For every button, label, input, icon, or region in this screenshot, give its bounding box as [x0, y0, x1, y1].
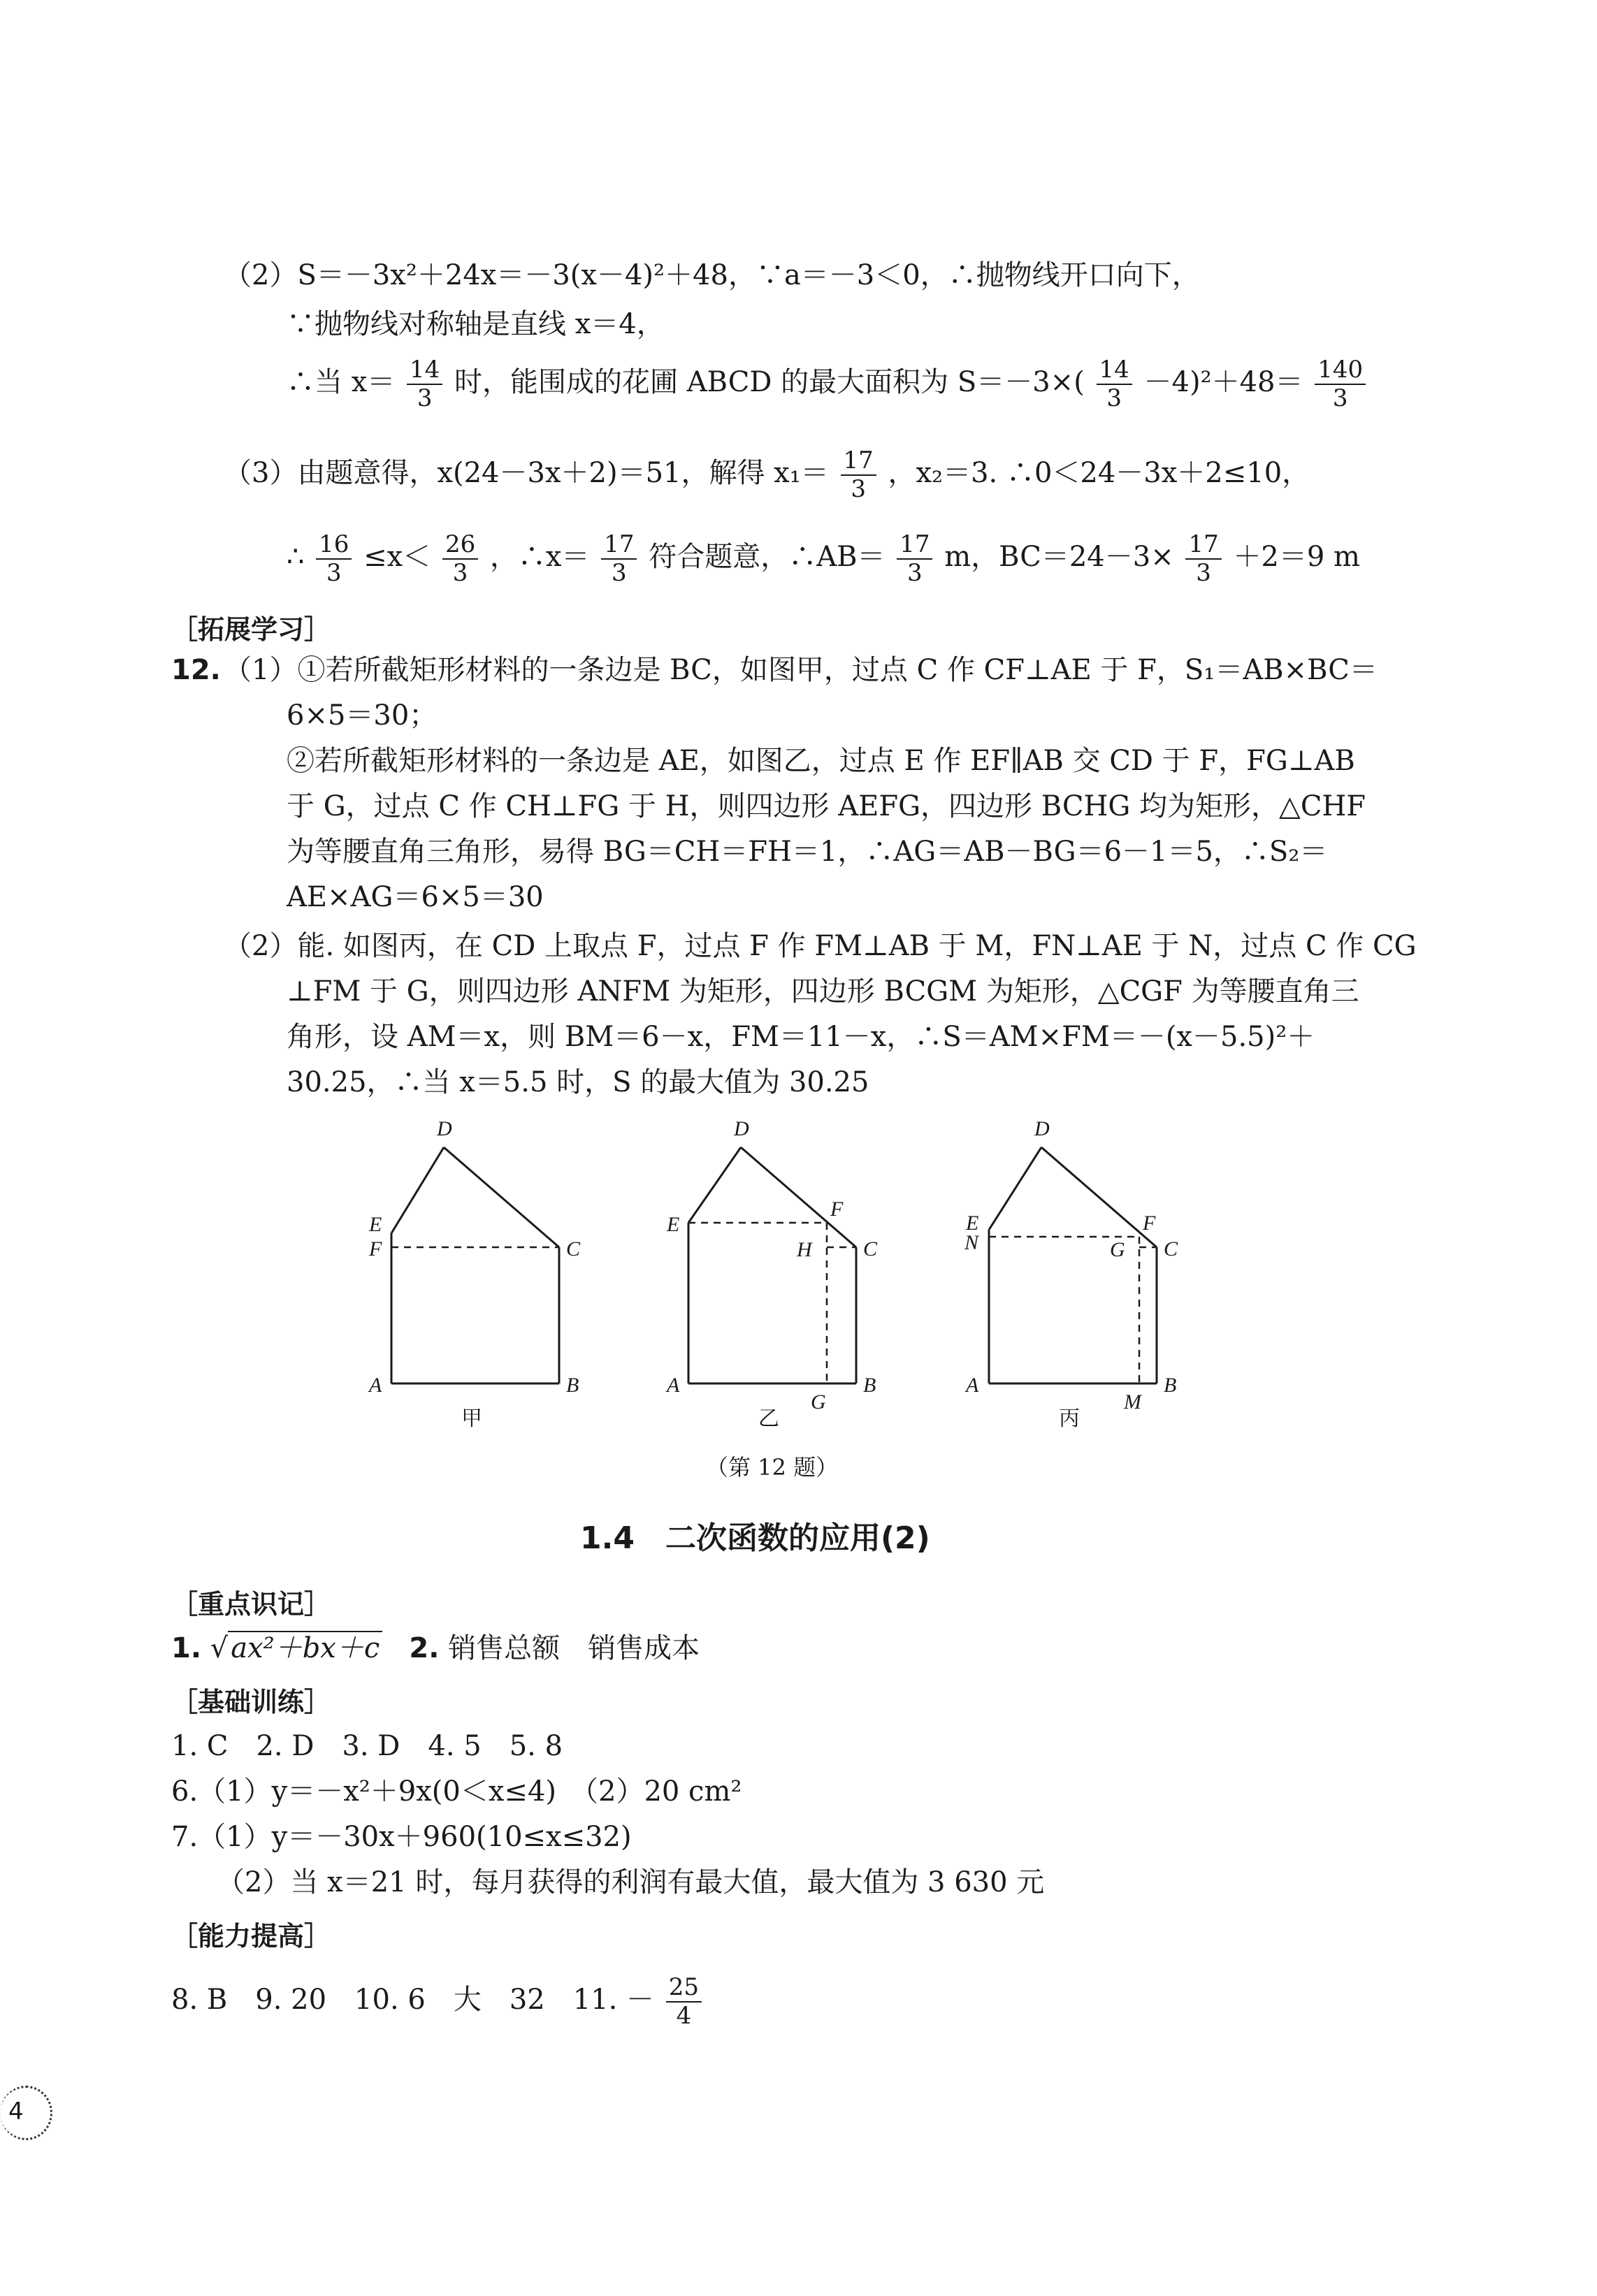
- label-c: C: [1164, 1237, 1178, 1260]
- edge-ed: [688, 1147, 741, 1223]
- edge-dc: [1041, 1147, 1157, 1247]
- figure-caption: （第 12 题）: [706, 1454, 839, 1481]
- item-number: 2.: [409, 1632, 440, 1664]
- label-h: H: [797, 1238, 812, 1261]
- q11-p3-line1: [224, 447, 1310, 503]
- q12-line9: 角形，设 AM＝x，则 BM＝6－x，FM＝11－x，∴S＝AM×FM＝－(x－5.5)²＋: [287, 1021, 1315, 1053]
- text-segment: ，∴x＝: [489, 541, 590, 574]
- q12-line5: 为等腰直角三角形，易得 BG＝CH＝FH＝1，∴AG＝AB－BG＝6－1＝5，∴S₂＝: [287, 836, 1328, 868]
- text-segment: －4)²＋48＝: [1143, 366, 1303, 399]
- q11-p2-line2: ∵抛物线对称轴是直线 x＝4，: [287, 308, 665, 340]
- q12-line3: ②若所截矩形材料的一条边是 AE，如图乙，过点 E 作 EF∥AB 交 CD 于 F，FG⊥AB: [287, 745, 1355, 777]
- fraction: $\frac{14}{3}$: [407, 356, 442, 412]
- fraction: $\frac{17}{3}$: [601, 531, 637, 587]
- fraction: $\frac{14}{3}$: [1097, 356, 1132, 412]
- section-heading-ability: ［能力提高］: [171, 1921, 331, 1952]
- label-b: B: [863, 1374, 876, 1397]
- fraction: $\frac{17}{3}$: [897, 531, 932, 587]
- label-f: F: [830, 1198, 844, 1221]
- q12-line4: 于 G，过点 C 作 CH⊥FG 于 H，则四边形 AEFG，四边形 BCHG 均为矩形，△CHF: [287, 790, 1366, 822]
- basic-line4: （2）当 x＝21 时，每月获得的利润有最大值，最大值为 3 630 元: [217, 1866, 1045, 1898]
- label-c: C: [863, 1237, 878, 1260]
- q12-line2: 6×5＝30；: [287, 699, 438, 732]
- q12-line10: 30.25，∴当 x＝5.5 时，S 的最大值为 30.25: [287, 1066, 869, 1098]
- figure-q12: [328, 1104, 1209, 1446]
- label-b: B: [566, 1374, 579, 1397]
- q12-number: 12.: [171, 654, 221, 686]
- label-c: C: [566, 1237, 581, 1260]
- caption-jia: 甲: [461, 1407, 482, 1431]
- q12-line6: AE×AG＝6×5＝30: [287, 881, 544, 913]
- edge-ed: [989, 1147, 1041, 1230]
- label-n: N: [964, 1231, 979, 1254]
- basic-line3: 7.（1）y＝－30x＋960(10≤x≤32): [171, 1821, 632, 1853]
- sqrt-expression: ax²＋bx＋c: [228, 1631, 382, 1664]
- sqrt-sign: √: [210, 1632, 229, 1664]
- q11-p2-line1: （2）S＝－3x²＋24x＝－3(x－4)²＋48，∵a＝－3＜0，∴抛物线开口向下，: [224, 259, 1200, 291]
- fraction: $\frac{25}{4}$: [666, 1974, 702, 2030]
- label-f: F: [1143, 1212, 1156, 1235]
- label-b: B: [1164, 1374, 1177, 1397]
- q12-line7: （2）能. 如图丙，在 CD 上取点 F，过点 F 作 FM⊥AB 于 M，FN⊥AE 于 N，过点 C 作 CG: [224, 930, 1417, 962]
- label-d: D: [437, 1117, 452, 1140]
- text-segment: ≤x＜: [363, 541, 431, 574]
- label-a: A: [667, 1374, 680, 1397]
- q12-line1: （1）①若所截矩形材料的一条边是 BC，如图甲，过点 C 作 CF⊥AE 于 F，S₁＝AB×BC＝: [224, 654, 1378, 686]
- q12-line8: ⊥FM 于 G，则四边形 ANFM 为矩形，四边形 BCGM 为矩形，△CGF 为等腰直角三: [287, 975, 1359, 1008]
- label-a: A: [369, 1374, 382, 1397]
- answer-text: 8. B 9. 20 10. 6 大 32 11. －: [171, 1984, 655, 2017]
- ability-answers: [171, 1974, 704, 2030]
- label-a: A: [966, 1374, 979, 1397]
- edge-dc: [444, 1147, 559, 1247]
- section-heading-key: ［重点识记］: [171, 1589, 331, 1620]
- caption-bing: 丙: [1059, 1407, 1080, 1431]
- figure-bing: [964, 1117, 1178, 1431]
- text-segment: m，BC＝24－3×: [944, 541, 1174, 574]
- label-e: E: [667, 1213, 680, 1236]
- answer-text: 销售总额 销售成本: [448, 1632, 700, 1664]
- text-segment: 时，能围成的花圃 ABCD 的最大面积为 S＝－3×(: [454, 366, 1085, 399]
- text-segment: ，x₂＝3. ∴0＜24－3x＋2≤10，: [888, 457, 1310, 490]
- figure-yi: [665, 1117, 878, 1431]
- label-g: G: [811, 1390, 826, 1414]
- text-segment: ＋2＝9 m: [1233, 541, 1360, 574]
- label-m: M: [1124, 1390, 1141, 1414]
- text-segment: ∴当 x＝: [287, 366, 396, 399]
- text-segment: ∴: [287, 541, 305, 574]
- fraction: $\frac{26}{3}$: [442, 531, 478, 587]
- fraction: $\frac{140}{3}$: [1315, 356, 1366, 412]
- page-number: 4: [8, 2098, 24, 2126]
- basic-line2: 6.（1）y＝－x²＋9x(0＜x≤4) （2）20 cm²: [171, 1775, 742, 1808]
- label-d: D: [734, 1117, 749, 1140]
- page-number-badge: [0, 2086, 52, 2140]
- caption-yi: 乙: [758, 1407, 779, 1431]
- text-segment: （3）由题意得，x(24－3x＋2)＝51，解得 x₁＝: [224, 457, 829, 490]
- label-e: E: [966, 1212, 979, 1235]
- label-e: E: [369, 1213, 382, 1236]
- label-d: D: [1034, 1117, 1050, 1140]
- edge-ed: [391, 1147, 444, 1233]
- fraction: $\frac{17}{3}$: [1185, 531, 1221, 587]
- section-heading-extend: ［拓展学习］: [171, 614, 331, 645]
- q11-p3-line2: [287, 531, 1360, 587]
- figure-jia: [368, 1117, 581, 1431]
- section-title: 1.4 二次函数的应用(2): [580, 1520, 930, 1556]
- label-g: G: [1110, 1238, 1125, 1261]
- fraction: $\frac{16}{3}$: [316, 531, 352, 587]
- q11-p2-line3: [287, 356, 1368, 412]
- fraction: $\frac{17}{3}$: [841, 447, 876, 503]
- text-segment: 符合题意，∴AB＝: [649, 541, 886, 574]
- key-answers: [171, 1632, 700, 1665]
- label-f: F: [369, 1237, 382, 1260]
- basic-line1: 1. C 2. D 3. D 4. 5 5. 8: [171, 1730, 563, 1762]
- item-number: 1.: [171, 1632, 202, 1664]
- section-heading-basic: ［基础训练］: [171, 1687, 331, 1717]
